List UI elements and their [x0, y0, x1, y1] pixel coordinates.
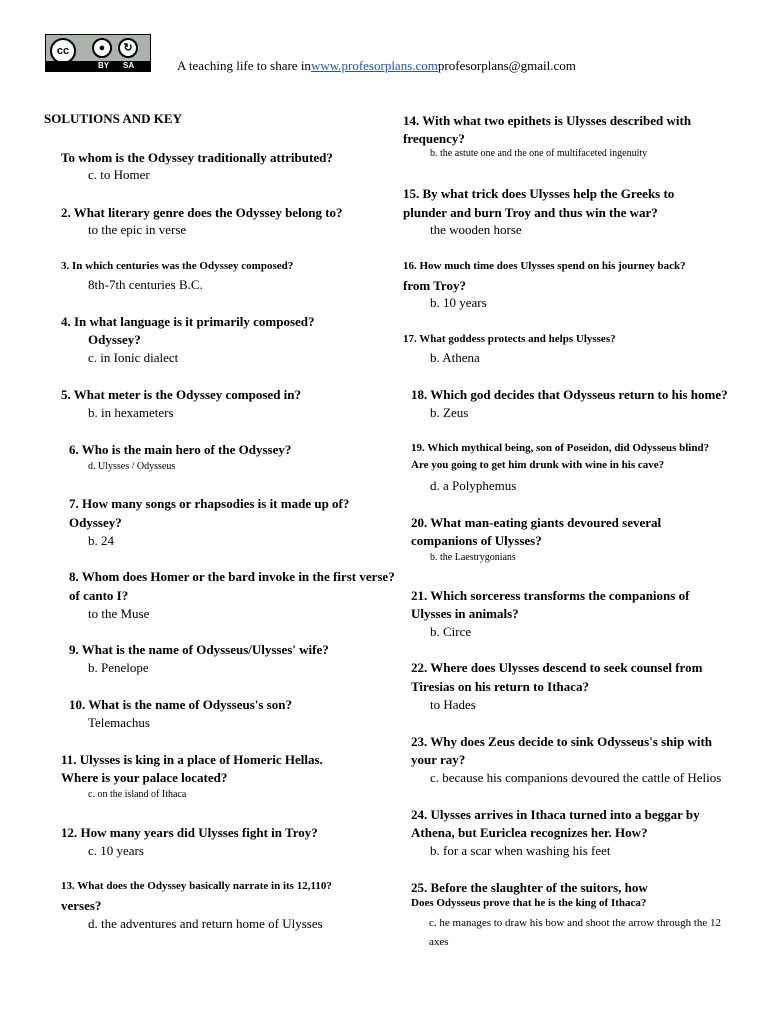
answer-22: to Hades [430, 697, 476, 712]
question-25-cont: Does Odysseus prove that he is the king of Ithaca? [411, 897, 647, 909]
answer-7: b. 24 [88, 533, 114, 548]
answer-11: c. on the island of Ithaca [88, 789, 187, 800]
answer-1: c. to Homer [88, 167, 150, 182]
question-20: 20. What man-eating giants devoured several [411, 515, 662, 530]
answer-2: to the epic in verse [88, 222, 187, 237]
question-24-cont: Athena, but Euriclea recognizes her. How? [411, 825, 648, 840]
question-13-cont: verses? [61, 898, 102, 913]
question-22-cont: Tiresias on his return to Ithaca? [411, 679, 590, 694]
question-21: 21. Which sorceress transforms the companions of [411, 588, 690, 603]
question-16-cont: from Troy? [403, 278, 466, 293]
answer-10: Telemachus [88, 715, 150, 730]
answer-17: b. Athena [430, 350, 480, 365]
answer-16: b. 10 years [430, 295, 487, 310]
page-title: SOLUTIONS AND KEY [44, 111, 182, 126]
answer-8: to the Muse [88, 606, 150, 621]
answer-25-cont: axes [429, 936, 449, 948]
answer-5: b. in hexameters [88, 405, 174, 420]
answer-18: b. Zeus [430, 405, 469, 420]
question-18: 18. Which god decides that Odysseus return to his home? [411, 387, 728, 402]
question-10: 10. What is the name of Odysseus's son? [69, 697, 292, 712]
question-3: 3. In which centuries was the Odyssey composed? [61, 260, 294, 272]
attribution-person-icon: ● [92, 38, 112, 58]
question-19: 19. Which mythical being, son of Poseidon, did Odysseus blind? [411, 442, 710, 454]
cc-icon: cc [50, 38, 76, 64]
question-16: 16. How much time does Ulysses spend on his journey back? [403, 260, 686, 272]
question-1: To whom is the Odyssey traditionally attributed? [61, 150, 333, 165]
question-14-cont: frequency? [403, 131, 465, 146]
question-15: 15. By what trick does Ulysses help the Greeks to [403, 186, 675, 201]
answer-23: c. because his companions devoured the cattle of Helios [430, 770, 722, 785]
question-12: 12. How many years did Ulysses fight in Troy? [61, 825, 318, 840]
question-20-cont: companions of Ulysses? [411, 533, 542, 548]
question-25: 25. Before the slaughter of the suitors, how [411, 880, 648, 895]
website-link[interactable]: www.profesorplans.com [310, 58, 438, 73]
question-22: 22. Where does Ulysses descend to seek counsel from [411, 660, 703, 675]
license-sa-label: SA [123, 61, 135, 70]
answer-25: c. he manages to draw his bow and shoot the arrow through the 12 [429, 917, 722, 929]
question-17: 17. What goddess protects and helps Ulysses? [403, 333, 616, 345]
answer-9: b. Penelope [88, 660, 149, 675]
question-13: 13. What does the Odyssey basically narrate in its 12,110? [61, 880, 332, 892]
answer-15: the wooden horse [430, 222, 522, 237]
header-tagline [177, 58, 576, 74]
license-by-label: BY [98, 61, 110, 70]
answer-20: b. the Laestrygonians [430, 552, 516, 563]
question-7: 7. How many songs or rhapsodies is it made up of? [69, 496, 350, 511]
answer-24: b. for a scar when washing his feet [430, 843, 611, 858]
question-2: 2. What literary genre does the Odyssey belong to? [61, 205, 343, 220]
question-24: 24. Ulysses arrives in Ithaca turned into a beggar by [411, 807, 700, 822]
question-7-cont: Odyssey? [69, 515, 122, 530]
page-header [45, 34, 745, 74]
answer-6: d. Ulysses / Odysseus [88, 461, 176, 472]
question-8: 8. Whom does Homer or the bard invoke in the first verse? [69, 569, 395, 584]
question-11-cont: Where is your palace located? [61, 770, 228, 785]
answer-19: d. a Polyphemus [430, 478, 517, 493]
question-4-cont: Odyssey? [88, 332, 141, 347]
question-11: 11. Ulysses is king in a place of Homeric Hellas. [61, 752, 323, 767]
answer-12: c. 10 years [88, 843, 144, 858]
tagline-prefix: A teaching life to share in [177, 58, 311, 73]
question-23: 23. Why does Zeus decide to sink Odysseus's ship with [411, 734, 713, 749]
question-9: 9. What is the name of Odysseus/Ulysses' wife? [69, 642, 329, 657]
answer-3: 8th-7th centuries B.C. [88, 277, 203, 292]
creative-commons-license-badge [45, 34, 151, 72]
question-21-cont: Ulysses in animals? [411, 606, 519, 621]
question-4: 4. In what language is it primarily composed? [61, 314, 315, 329]
answer-4: c. in Ionic dialect [88, 350, 179, 365]
question-8-cont: of canto I? [69, 588, 129, 603]
question-15-cont: plunder and burn Troy and thus win the war? [403, 205, 658, 220]
answer-21: b. Circe [430, 624, 472, 639]
answer-14: b. the astute one and the one of multifaceted ingenuity [430, 148, 648, 159]
question-14: 14. With what two epithets is Ulysses described with [403, 113, 692, 128]
question-5: 5. What meter is the Odyssey composed in? [61, 387, 302, 402]
share-alike-icon: ↻ [118, 38, 138, 58]
question-19-cont: Are you going to get him drunk with wine in his cave? [411, 459, 665, 471]
question-6: 6. Who is the main hero of the Odyssey? [69, 442, 292, 457]
question-23-cont: your ray? [411, 752, 466, 767]
contact-email: profesorplans@gmail.com [437, 58, 576, 73]
answer-13: d. the adventures and return home of Ulysses [88, 916, 323, 931]
